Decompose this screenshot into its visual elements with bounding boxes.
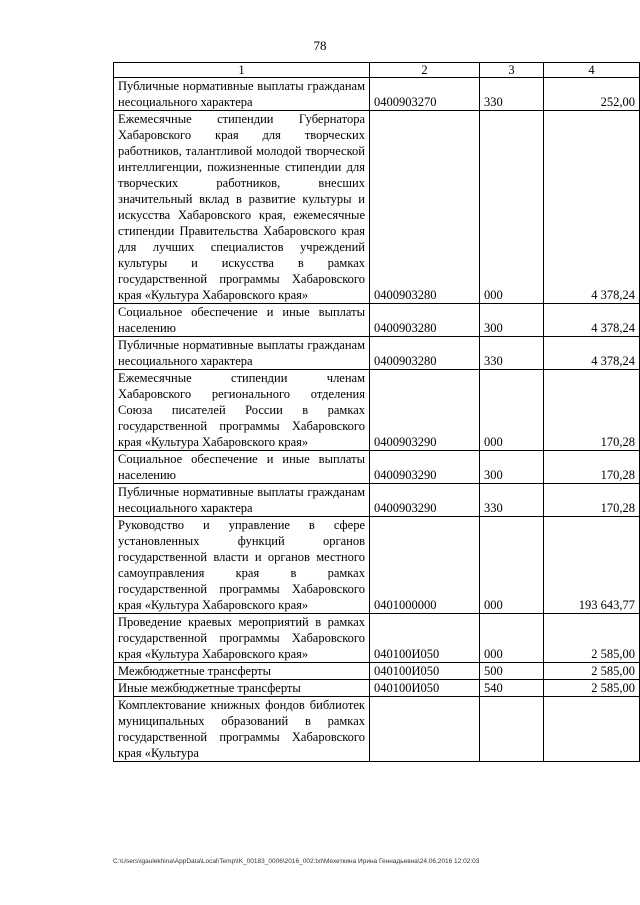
row-code: 0400903290 xyxy=(370,484,480,517)
row-kind xyxy=(480,697,544,762)
file-path-footer: C:\Users\igaulekhina\AppData\Local\Temp\IK_00183_0006\2016_002.txt\Мехеткина Ирина Геннадьевна\24.06.2016 12:02:03 xyxy=(113,858,480,865)
row-kind: 000 xyxy=(480,370,544,451)
row-kind: 330 xyxy=(480,78,544,111)
row-code: 040100И050 xyxy=(370,663,480,680)
row-kind: 330 xyxy=(480,484,544,517)
table-row xyxy=(114,614,640,663)
row-kind: 000 xyxy=(480,111,544,304)
row-name: Руководство и управление в сфере установленных функций органов государственной власти и органов местного самоуправления края в рамках государственной программы Хабаровского края «Культура Хабаровского края» xyxy=(114,517,370,614)
row-amount: 170,28 xyxy=(544,484,640,517)
row-name: Ежемесячные стипендии Губернатора Хабаровского края для творческих работников, талантливой молодой творческой интеллигенции, пожизненные стипендии для творческих работников, внесших значительный вклад в развитие культуры и искусства Хабаровского края, ежемесячные стипендии Правительства Хабаровского края для лучших специалистов учреждений культуры и искусства в рамках государственной программы Хабаровского края «Культура Хабаровского края» xyxy=(114,111,370,304)
table-row xyxy=(114,697,640,762)
row-amount xyxy=(544,697,640,762)
row-code: 0400903270 xyxy=(370,78,480,111)
row-name: Публичные нормативные выплаты гражданам несоциального характера xyxy=(114,337,370,370)
row-name: Социальное обеспечение и иные выплаты населению xyxy=(114,451,370,484)
table-row xyxy=(114,680,640,697)
row-amount: 4 378,24 xyxy=(544,111,640,304)
row-amount: 252,00 xyxy=(544,78,640,111)
row-name: Проведение краевых мероприятий в рамках государственной программы Хабаровского края «Культура Хабаровского края» xyxy=(114,614,370,663)
row-amount: 170,28 xyxy=(544,451,640,484)
row-name: Публичные нормативные выплаты гражданам несоциального характера xyxy=(114,484,370,517)
table-row xyxy=(114,517,640,614)
table-row xyxy=(114,370,640,451)
table-row xyxy=(114,663,640,680)
row-amount: 2 585,00 xyxy=(544,663,640,680)
table-row xyxy=(114,451,640,484)
row-kind: 540 xyxy=(480,680,544,697)
row-code: 040100И050 xyxy=(370,680,480,697)
table-row xyxy=(114,304,640,337)
row-code: 0400903280 xyxy=(370,337,480,370)
row-code xyxy=(370,697,480,762)
header-col-2: 2 xyxy=(370,63,480,78)
row-code: 0401000000 xyxy=(370,517,480,614)
row-code: 0400903280 xyxy=(370,111,480,304)
row-name: Иные межбюджетные трансферты xyxy=(114,680,370,697)
row-amount: 2 585,00 xyxy=(544,614,640,663)
row-name: Межбюджетные трансферты xyxy=(114,663,370,680)
row-amount: 4 378,24 xyxy=(544,304,640,337)
header-col-3: 3 xyxy=(480,63,544,78)
row-code: 040100И050 xyxy=(370,614,480,663)
row-name: Ежемесячные стипендии членам Хабаровского регионального отделения Союза писателей России в рамках государственной программы Хабаровского края «Культура Хабаровского края» xyxy=(114,370,370,451)
table-row xyxy=(114,484,640,517)
row-kind: 300 xyxy=(480,451,544,484)
page-number: 78 xyxy=(313,38,327,53)
row-code: 0400903290 xyxy=(370,370,480,451)
row-name: Публичные нормативные выплаты гражданам несоциального характера xyxy=(114,78,370,111)
row-name: Социальное обеспечение и иные выплаты населению xyxy=(114,304,370,337)
table-header-row xyxy=(114,63,640,78)
row-amount: 193 643,77 xyxy=(544,517,640,614)
row-amount: 4 378,24 xyxy=(544,337,640,370)
row-kind: 330 xyxy=(480,337,544,370)
row-code: 0400903290 xyxy=(370,451,480,484)
table-row xyxy=(114,111,640,304)
row-amount: 2 585,00 xyxy=(544,680,640,697)
header-col-1: 1 xyxy=(114,63,370,78)
row-kind: 300 xyxy=(480,304,544,337)
table-row xyxy=(114,337,640,370)
row-kind: 000 xyxy=(480,517,544,614)
row-kind: 000 xyxy=(480,614,544,663)
table-row xyxy=(114,78,640,111)
header-col-4: 4 xyxy=(544,63,640,78)
budget-table xyxy=(113,62,640,762)
row-name: Комплектование книжных фондов библиотек муниципальных образований в рамках государственной программы Хабаровского края «Культура xyxy=(114,697,370,762)
row-kind: 500 xyxy=(480,663,544,680)
row-amount: 170,28 xyxy=(544,370,640,451)
row-code: 0400903280 xyxy=(370,304,480,337)
